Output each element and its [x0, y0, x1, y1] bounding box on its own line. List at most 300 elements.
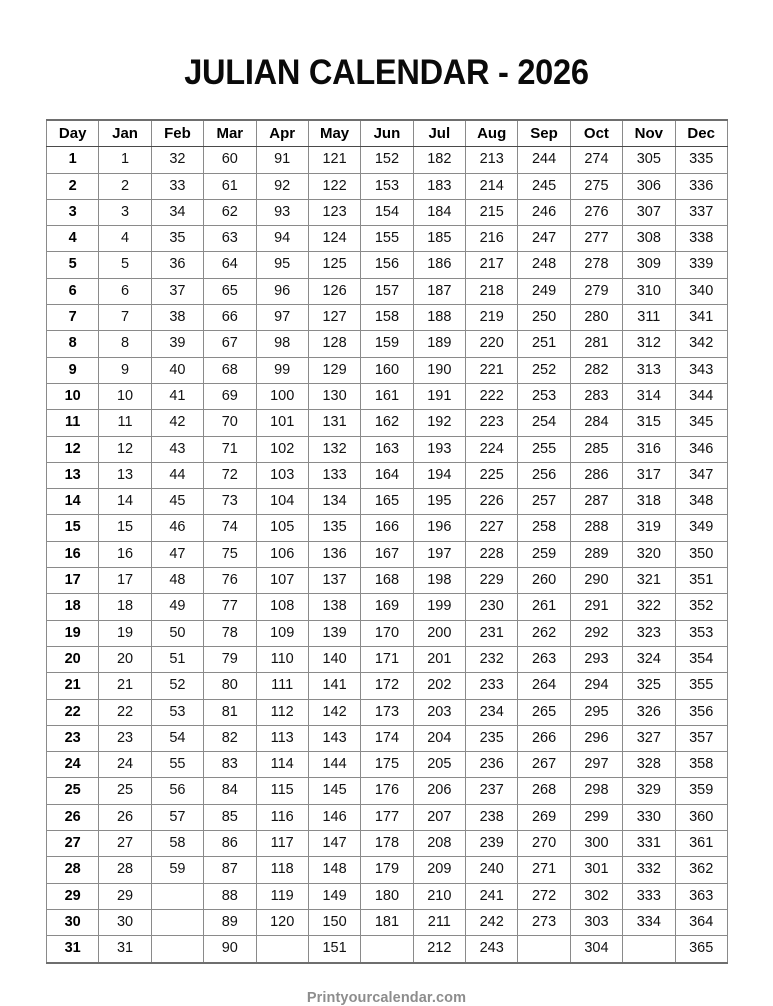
table-row: [47, 883, 728, 909]
julian-day-cell: 37: [151, 278, 203, 304]
julian-day-cell: 327: [623, 725, 675, 751]
julian-day-cell: 329: [623, 778, 675, 804]
table-row: [47, 646, 728, 672]
julian-day-cell: 51: [151, 646, 203, 672]
julian-day-cell: 251: [518, 331, 570, 357]
julian-day-cell: 83: [204, 752, 256, 778]
julian-day-cell: 343: [675, 357, 727, 383]
julian-day-cell: 227: [466, 515, 518, 541]
julian-day-cell: 57: [151, 804, 203, 830]
julian-day-cell: 206: [413, 778, 465, 804]
julian-day-cell: 108: [256, 594, 308, 620]
day-number-cell: 3: [47, 199, 99, 225]
julian-day-cell: 143: [308, 725, 360, 751]
table-row: [47, 436, 728, 462]
julian-day-cell: 226: [466, 489, 518, 515]
julian-day-cell: 322: [623, 594, 675, 620]
julian-day-cell: [623, 936, 675, 963]
julian-day-cell: 237: [466, 778, 518, 804]
julian-day-cell: 235: [466, 725, 518, 751]
day-number-cell: 4: [47, 226, 99, 252]
julian-day-cell: 181: [361, 909, 413, 935]
julian-day-cell: 71: [204, 436, 256, 462]
julian-day-cell: 14: [99, 489, 151, 515]
julian-day-cell: 148: [308, 857, 360, 883]
table-row: [47, 226, 728, 252]
julian-day-cell: 132: [308, 436, 360, 462]
julian-day-cell: 342: [675, 331, 727, 357]
julian-day-cell: 158: [361, 305, 413, 331]
day-number-cell: 15: [47, 515, 99, 541]
julian-day-cell: 140: [308, 646, 360, 672]
julian-day-cell: 298: [570, 778, 622, 804]
julian-day-cell: 6: [99, 278, 151, 304]
julian-day-cell: 215: [466, 199, 518, 225]
column-header-jan: Jan: [99, 120, 151, 147]
julian-day-cell: 214: [466, 173, 518, 199]
julian-day-cell: 283: [570, 383, 622, 409]
julian-day-cell: 49: [151, 594, 203, 620]
julian-day-cell: 104: [256, 489, 308, 515]
julian-day-cell: 53: [151, 699, 203, 725]
julian-day-cell: 198: [413, 568, 465, 594]
table-body: [47, 147, 728, 963]
julian-day-cell: 191: [413, 383, 465, 409]
julian-day-cell: 157: [361, 278, 413, 304]
day-number-cell: 17: [47, 568, 99, 594]
julian-day-cell: 13: [99, 462, 151, 488]
julian-day-cell: 339: [675, 252, 727, 278]
table-row: [47, 252, 728, 278]
julian-day-cell: 79: [204, 646, 256, 672]
julian-day-cell: 94: [256, 226, 308, 252]
column-header-nov: Nov: [623, 120, 675, 147]
day-number-cell: 19: [47, 620, 99, 646]
day-number-cell: 28: [47, 857, 99, 883]
julian-day-cell: 91: [256, 147, 308, 173]
table-row: [47, 383, 728, 409]
table-row: [47, 857, 728, 883]
julian-day-cell: 232: [466, 646, 518, 672]
day-number-cell: 18: [47, 594, 99, 620]
table-row: [47, 778, 728, 804]
julian-day-cell: 281: [570, 331, 622, 357]
julian-day-cell: 152: [361, 147, 413, 173]
julian-day-cell: 18: [99, 594, 151, 620]
julian-day-cell: 136: [308, 541, 360, 567]
julian-day-cell: 33: [151, 173, 203, 199]
julian-day-cell: 68: [204, 357, 256, 383]
julian-table-container: [46, 119, 727, 964]
julian-day-cell: 223: [466, 410, 518, 436]
column-header-oct: Oct: [570, 120, 622, 147]
julian-day-cell: 2: [99, 173, 151, 199]
julian-day-cell: 177: [361, 804, 413, 830]
julian-day-cell: 98: [256, 331, 308, 357]
table-row: [47, 725, 728, 751]
day-number-cell: 11: [47, 410, 99, 436]
julian-day-cell: 249: [518, 278, 570, 304]
day-number-cell: 10: [47, 383, 99, 409]
julian-day-cell: 196: [413, 515, 465, 541]
julian-day-cell: [151, 883, 203, 909]
julian-day-cell: 102: [256, 436, 308, 462]
julian-day-cell: 326: [623, 699, 675, 725]
julian-day-cell: 262: [518, 620, 570, 646]
julian-day-cell: 291: [570, 594, 622, 620]
table-row: [47, 673, 728, 699]
julian-day-cell: 207: [413, 804, 465, 830]
julian-day-cell: 12: [99, 436, 151, 462]
day-number-cell: 6: [47, 278, 99, 304]
julian-day-cell: 63: [204, 226, 256, 252]
julian-day-cell: 172: [361, 673, 413, 699]
julian-day-cell: 147: [308, 831, 360, 857]
julian-day-cell: 61: [204, 173, 256, 199]
julian-day-cell: 180: [361, 883, 413, 909]
julian-day-cell: 259: [518, 541, 570, 567]
table-row: [47, 699, 728, 725]
julian-day-cell: 89: [204, 909, 256, 935]
julian-day-cell: 3: [99, 199, 151, 225]
julian-day-cell: 253: [518, 383, 570, 409]
julian-day-cell: 138: [308, 594, 360, 620]
day-number-cell: 24: [47, 752, 99, 778]
julian-day-cell: 99: [256, 357, 308, 383]
table-row: [47, 541, 728, 567]
julian-day-cell: 325: [623, 673, 675, 699]
julian-day-cell: 275: [570, 173, 622, 199]
julian-day-cell: 40: [151, 357, 203, 383]
julian-day-cell: 213: [466, 147, 518, 173]
julian-day-cell: 186: [413, 252, 465, 278]
julian-day-cell: 239: [466, 831, 518, 857]
julian-day-cell: 127: [308, 305, 360, 331]
julian-day-cell: 293: [570, 646, 622, 672]
day-number-cell: 12: [47, 436, 99, 462]
julian-day-cell: 24: [99, 752, 151, 778]
julian-day-cell: 95: [256, 252, 308, 278]
julian-day-cell: 324: [623, 646, 675, 672]
julian-day-cell: 216: [466, 226, 518, 252]
julian-day-cell: 133: [308, 462, 360, 488]
julian-day-cell: 337: [675, 199, 727, 225]
julian-day-cell: 75: [204, 541, 256, 567]
julian-day-cell: 27: [99, 831, 151, 857]
day-number-cell: 7: [47, 305, 99, 331]
julian-day-cell: 353: [675, 620, 727, 646]
julian-day-cell: 8: [99, 331, 151, 357]
julian-day-cell: 270: [518, 831, 570, 857]
julian-day-cell: 301: [570, 857, 622, 883]
julian-day-cell: 290: [570, 568, 622, 594]
julian-day-cell: 230: [466, 594, 518, 620]
julian-day-cell: 165: [361, 489, 413, 515]
julian-day-cell: 100: [256, 383, 308, 409]
julian-day-cell: 320: [623, 541, 675, 567]
julian-day-cell: 123: [308, 199, 360, 225]
julian-day-cell: 234: [466, 699, 518, 725]
julian-day-cell: 52: [151, 673, 203, 699]
julian-day-cell: 47: [151, 541, 203, 567]
julian-day-cell: 150: [308, 909, 360, 935]
column-header-jul: Jul: [413, 120, 465, 147]
julian-day-cell: 354: [675, 646, 727, 672]
julian-day-cell: 241: [466, 883, 518, 909]
julian-day-cell: 271: [518, 857, 570, 883]
julian-day-cell: 264: [518, 673, 570, 699]
julian-day-cell: 313: [623, 357, 675, 383]
julian-day-cell: 210: [413, 883, 465, 909]
julian-day-cell: 145: [308, 778, 360, 804]
julian-day-cell: 146: [308, 804, 360, 830]
julian-day-cell: 356: [675, 699, 727, 725]
julian-day-cell: 29: [99, 883, 151, 909]
julian-day-cell: 199: [413, 594, 465, 620]
julian-day-cell: 21: [99, 673, 151, 699]
table-row: [47, 620, 728, 646]
julian-day-cell: 60: [204, 147, 256, 173]
julian-day-cell: 359: [675, 778, 727, 804]
julian-day-cell: 204: [413, 725, 465, 751]
julian-day-cell: 125: [308, 252, 360, 278]
julian-day-cell: 280: [570, 305, 622, 331]
julian-day-cell: 276: [570, 199, 622, 225]
column-header-aug: Aug: [466, 120, 518, 147]
julian-day-cell: 105: [256, 515, 308, 541]
julian-day-cell: 43: [151, 436, 203, 462]
column-header-day: Day: [47, 120, 99, 147]
julian-day-cell: 357: [675, 725, 727, 751]
julian-day-cell: 306: [623, 173, 675, 199]
julian-day-cell: 294: [570, 673, 622, 699]
julian-day-cell: 328: [623, 752, 675, 778]
day-number-cell: 26: [47, 804, 99, 830]
day-number-cell: 23: [47, 725, 99, 751]
julian-day-cell: 93: [256, 199, 308, 225]
table-row: [47, 331, 728, 357]
julian-day-cell: 285: [570, 436, 622, 462]
julian-day-cell: 312: [623, 331, 675, 357]
julian-day-cell: 332: [623, 857, 675, 883]
julian-day-cell: 161: [361, 383, 413, 409]
julian-day-cell: 170: [361, 620, 413, 646]
julian-day-cell: 178: [361, 831, 413, 857]
julian-day-cell: 81: [204, 699, 256, 725]
julian-day-cell: 184: [413, 199, 465, 225]
julian-day-cell: [361, 936, 413, 963]
julian-day-cell: 169: [361, 594, 413, 620]
julian-day-cell: 144: [308, 752, 360, 778]
julian-day-cell: 45: [151, 489, 203, 515]
julian-day-cell: 282: [570, 357, 622, 383]
julian-day-cell: 273: [518, 909, 570, 935]
julian-day-cell: 141: [308, 673, 360, 699]
julian-day-cell: 189: [413, 331, 465, 357]
julian-day-cell: 221: [466, 357, 518, 383]
julian-day-cell: 315: [623, 410, 675, 436]
column-header-sep: Sep: [518, 120, 570, 147]
julian-day-cell: 266: [518, 725, 570, 751]
julian-day-cell: 242: [466, 909, 518, 935]
julian-day-cell: 347: [675, 462, 727, 488]
page-title: JULIAN CALENDAR - 2026: [184, 53, 589, 92]
julian-day-cell: 209: [413, 857, 465, 883]
table-header: [47, 120, 728, 147]
julian-day-cell: 231: [466, 620, 518, 646]
julian-day-cell: 308: [623, 226, 675, 252]
julian-day-cell: 126: [308, 278, 360, 304]
julian-day-cell: 151: [308, 936, 360, 963]
julian-day-cell: 77: [204, 594, 256, 620]
julian-day-cell: 238: [466, 804, 518, 830]
julian-day-cell: 188: [413, 305, 465, 331]
julian-day-cell: 175: [361, 752, 413, 778]
julian-day-cell: 168: [361, 568, 413, 594]
julian-day-cell: 118: [256, 857, 308, 883]
column-header-dec: Dec: [675, 120, 727, 147]
julian-day-cell: 247: [518, 226, 570, 252]
julian-day-cell: 321: [623, 568, 675, 594]
table-row: [47, 357, 728, 383]
julian-day-cell: 110: [256, 646, 308, 672]
julian-day-cell: 80: [204, 673, 256, 699]
column-header-jun: Jun: [361, 120, 413, 147]
julian-day-cell: 358: [675, 752, 727, 778]
julian-day-cell: 171: [361, 646, 413, 672]
julian-day-cell: 25: [99, 778, 151, 804]
julian-day-cell: 269: [518, 804, 570, 830]
julian-day-cell: 174: [361, 725, 413, 751]
julian-day-cell: 224: [466, 436, 518, 462]
julian-day-cell: 203: [413, 699, 465, 725]
julian-day-cell: 30: [99, 909, 151, 935]
julian-day-cell: 46: [151, 515, 203, 541]
julian-day-cell: 225: [466, 462, 518, 488]
julian-day-cell: 297: [570, 752, 622, 778]
julian-day-cell: 135: [308, 515, 360, 541]
julian-day-cell: 260: [518, 568, 570, 594]
julian-day-cell: 309: [623, 252, 675, 278]
day-number-cell: 29: [47, 883, 99, 909]
julian-day-cell: 58: [151, 831, 203, 857]
julian-day-cell: 222: [466, 383, 518, 409]
julian-day-cell: 195: [413, 489, 465, 515]
table-row: [47, 831, 728, 857]
julian-day-cell: 228: [466, 541, 518, 567]
julian-day-cell: 205: [413, 752, 465, 778]
julian-day-cell: 288: [570, 515, 622, 541]
table-row: [47, 936, 728, 963]
julian-day-cell: 265: [518, 699, 570, 725]
julian-day-cell: 284: [570, 410, 622, 436]
julian-day-cell: 345: [675, 410, 727, 436]
julian-day-cell: 156: [361, 252, 413, 278]
julian-day-cell: 258: [518, 515, 570, 541]
julian-day-cell: 103: [256, 462, 308, 488]
julian-day-cell: 310: [623, 278, 675, 304]
julian-day-cell: 109: [256, 620, 308, 646]
julian-day-cell: 220: [466, 331, 518, 357]
table-row: [47, 278, 728, 304]
table-row: [47, 147, 728, 173]
julian-day-cell: 15: [99, 515, 151, 541]
julian-day-cell: 319: [623, 515, 675, 541]
day-number-cell: 27: [47, 831, 99, 857]
julian-day-cell: 116: [256, 804, 308, 830]
julian-day-cell: 212: [413, 936, 465, 963]
julian-day-cell: 349: [675, 515, 727, 541]
julian-day-cell: 154: [361, 199, 413, 225]
julian-day-cell: 248: [518, 252, 570, 278]
julian-day-cell: 54: [151, 725, 203, 751]
julian-day-cell: 338: [675, 226, 727, 252]
column-header-apr: Apr: [256, 120, 308, 147]
julian-day-cell: 300: [570, 831, 622, 857]
julian-day-cell: [256, 936, 308, 963]
julian-day-cell: 160: [361, 357, 413, 383]
julian-day-cell: 295: [570, 699, 622, 725]
day-number-cell: 8: [47, 331, 99, 357]
julian-day-cell: 32: [151, 147, 203, 173]
table-row: [47, 568, 728, 594]
julian-day-cell: 86: [204, 831, 256, 857]
julian-day-cell: 56: [151, 778, 203, 804]
julian-day-cell: 272: [518, 883, 570, 909]
julian-day-cell: 201: [413, 646, 465, 672]
day-number-cell: 30: [47, 909, 99, 935]
julian-day-cell: [518, 936, 570, 963]
julian-day-cell: 72: [204, 462, 256, 488]
julian-day-cell: 252: [518, 357, 570, 383]
julian-day-cell: 330: [623, 804, 675, 830]
julian-day-cell: 303: [570, 909, 622, 935]
table-row: [47, 410, 728, 436]
julian-day-cell: 1: [99, 147, 151, 173]
julian-day-cell: 111: [256, 673, 308, 699]
day-number-cell: 31: [47, 936, 99, 963]
julian-day-cell: 163: [361, 436, 413, 462]
julian-day-cell: 194: [413, 462, 465, 488]
julian-day-cell: 316: [623, 436, 675, 462]
julian-day-cell: 219: [466, 305, 518, 331]
julian-day-cell: 131: [308, 410, 360, 436]
julian-day-cell: 31: [99, 936, 151, 963]
julian-day-cell: 92: [256, 173, 308, 199]
julian-day-cell: 39: [151, 331, 203, 357]
julian-day-cell: 106: [256, 541, 308, 567]
julian-day-cell: 36: [151, 252, 203, 278]
julian-day-cell: 97: [256, 305, 308, 331]
day-number-cell: 9: [47, 357, 99, 383]
julian-day-cell: 166: [361, 515, 413, 541]
julian-day-cell: 69: [204, 383, 256, 409]
julian-day-cell: 236: [466, 752, 518, 778]
julian-day-cell: 218: [466, 278, 518, 304]
julian-day-cell: 192: [413, 410, 465, 436]
julian-day-cell: 130: [308, 383, 360, 409]
julian-day-cell: 179: [361, 857, 413, 883]
julian-day-cell: 10: [99, 383, 151, 409]
julian-day-cell: 4: [99, 226, 151, 252]
julian-day-cell: 82: [204, 725, 256, 751]
julian-day-cell: 331: [623, 831, 675, 857]
day-number-cell: 1: [47, 147, 99, 173]
julian-day-cell: 90: [204, 936, 256, 963]
julian-day-cell: 286: [570, 462, 622, 488]
day-number-cell: 14: [47, 489, 99, 515]
julian-day-cell: 229: [466, 568, 518, 594]
